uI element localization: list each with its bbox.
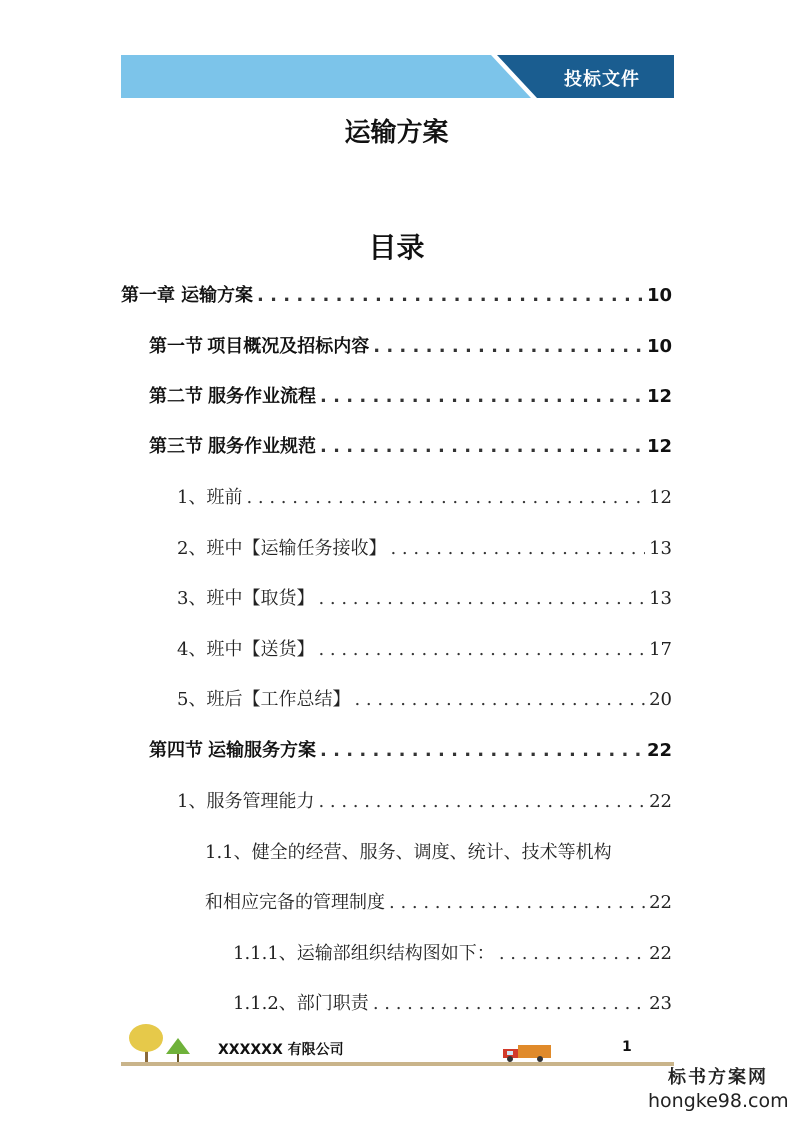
toc-entry-item[interactable] — [177, 686, 672, 714]
toc-leader-dots — [318, 788, 645, 816]
toc-entry-page: 10 — [646, 285, 672, 306]
toc-leader-dots — [320, 383, 643, 411]
watermark-url: hongke98.com — [648, 1090, 789, 1112]
toc-leader-dots — [373, 333, 643, 361]
toc-leader-dots — [389, 889, 645, 917]
toc-entry-title: 项目概况及招标内容 — [207, 336, 370, 357]
toc-entry-section-1[interactable] — [149, 333, 672, 361]
toc-entry-page: 23 — [649, 993, 672, 1014]
toc-entry-title: 服务作业流程 — [208, 386, 317, 407]
toc-heading: 目录 — [368, 231, 425, 264]
toc-entry-item[interactable] — [177, 484, 672, 512]
footer-company-name: XXXXXX 有限公司 — [218, 1042, 344, 1058]
toc-entry-section-2[interactable] — [149, 383, 672, 411]
toc-entry-page: 10 — [646, 336, 672, 357]
toc-entry-label: 第一章 — [121, 285, 175, 306]
toc-entry-item[interactable] — [177, 788, 672, 816]
toc-leader-dots — [373, 990, 645, 1018]
toc-leader-dots — [499, 940, 645, 968]
toc-entry-page: 13 — [649, 588, 672, 609]
page-footer — [121, 1020, 674, 1070]
toc-entry-label: 第二节 — [149, 386, 203, 407]
toc-entry-section-3[interactable] — [149, 433, 672, 461]
toc-entry-item[interactable] — [177, 585, 672, 613]
watermark — [648, 1066, 788, 1112]
toc-entry-title: 运输服务方案 — [208, 740, 317, 761]
toc-leader-dots — [246, 484, 645, 512]
toc-entry-title: 1、班前 — [177, 487, 243, 508]
document-title: 运输方案 — [344, 118, 449, 148]
toc-entry-item[interactable] — [233, 990, 672, 1018]
toc-entry-title: 运输方案 — [181, 285, 254, 306]
toc-leader-dots — [390, 535, 645, 563]
header-band — [121, 55, 674, 98]
toc-entry-page: 12 — [646, 436, 672, 457]
toc-entry-title: 和相应完备的管理制度 — [205, 892, 385, 913]
toc-entry-item[interactable] — [177, 636, 672, 664]
toc-leader-dots — [320, 433, 643, 461]
header-label: 投标文件 — [564, 69, 640, 90]
toc-entry-page: 17 — [649, 639, 672, 660]
toc-entry-title: 1.1.1、运输部组织结构图如下： — [233, 943, 495, 964]
footer-ground-bar — [121, 1062, 674, 1066]
toc-entry-title: 1.1.2、部门职责 — [233, 993, 369, 1014]
toc-entry-page: 12 — [646, 386, 672, 407]
toc-entry-label: 第三节 — [149, 436, 203, 457]
toc-entry-title: 5、班后【工作总结】 — [177, 689, 351, 710]
toc-entry-item[interactable] — [177, 535, 672, 563]
toc-entry-title: 2、班中【运输任务接收】 — [177, 538, 387, 559]
toc-entry-page: 13 — [649, 538, 672, 559]
toc-entry-label: 第四节 — [149, 740, 203, 761]
footer-page-number: 1 — [622, 1039, 632, 1055]
toc-entry-item[interactable] — [233, 940, 672, 968]
watermark-site-name: 标书方案网 — [668, 1067, 768, 1088]
toc-leader-dots — [257, 282, 643, 310]
toc-leader-dots — [318, 636, 645, 664]
toc-entry-chapter-1[interactable] — [121, 282, 672, 310]
toc-entry-title: 1、服务管理能力 — [177, 791, 315, 812]
toc-entry-title: 4、班中【送货】 — [177, 639, 315, 660]
toc-entry-page: 22 — [646, 740, 672, 761]
toc-entry-section-4[interactable] — [149, 737, 672, 765]
toc-entry-page: 12 — [649, 487, 672, 508]
toc-entry-page: 22 — [649, 892, 672, 913]
toc-entry-title: 3、班中【取货】 — [177, 588, 315, 609]
toc-leader-dots — [318, 585, 645, 613]
toc-leader-dots — [354, 686, 645, 714]
truck-icon — [498, 1042, 554, 1064]
tree-illustration-icon — [126, 1020, 206, 1068]
toc-entry-page: 20 — [649, 689, 672, 710]
toc-entry-wrapped-line[interactable]: 1.1、健全的经营、服务、调度、统计、技术等机构 — [205, 842, 612, 863]
toc-entry-label: 第一节 — [149, 336, 203, 357]
toc-leader-dots — [320, 737, 643, 765]
toc-entry-page: 22 — [649, 791, 672, 812]
toc-entry-title: 服务作业规范 — [208, 436, 317, 457]
toc-entry-page: 22 — [649, 943, 672, 964]
toc-entry-item[interactable] — [205, 889, 672, 917]
